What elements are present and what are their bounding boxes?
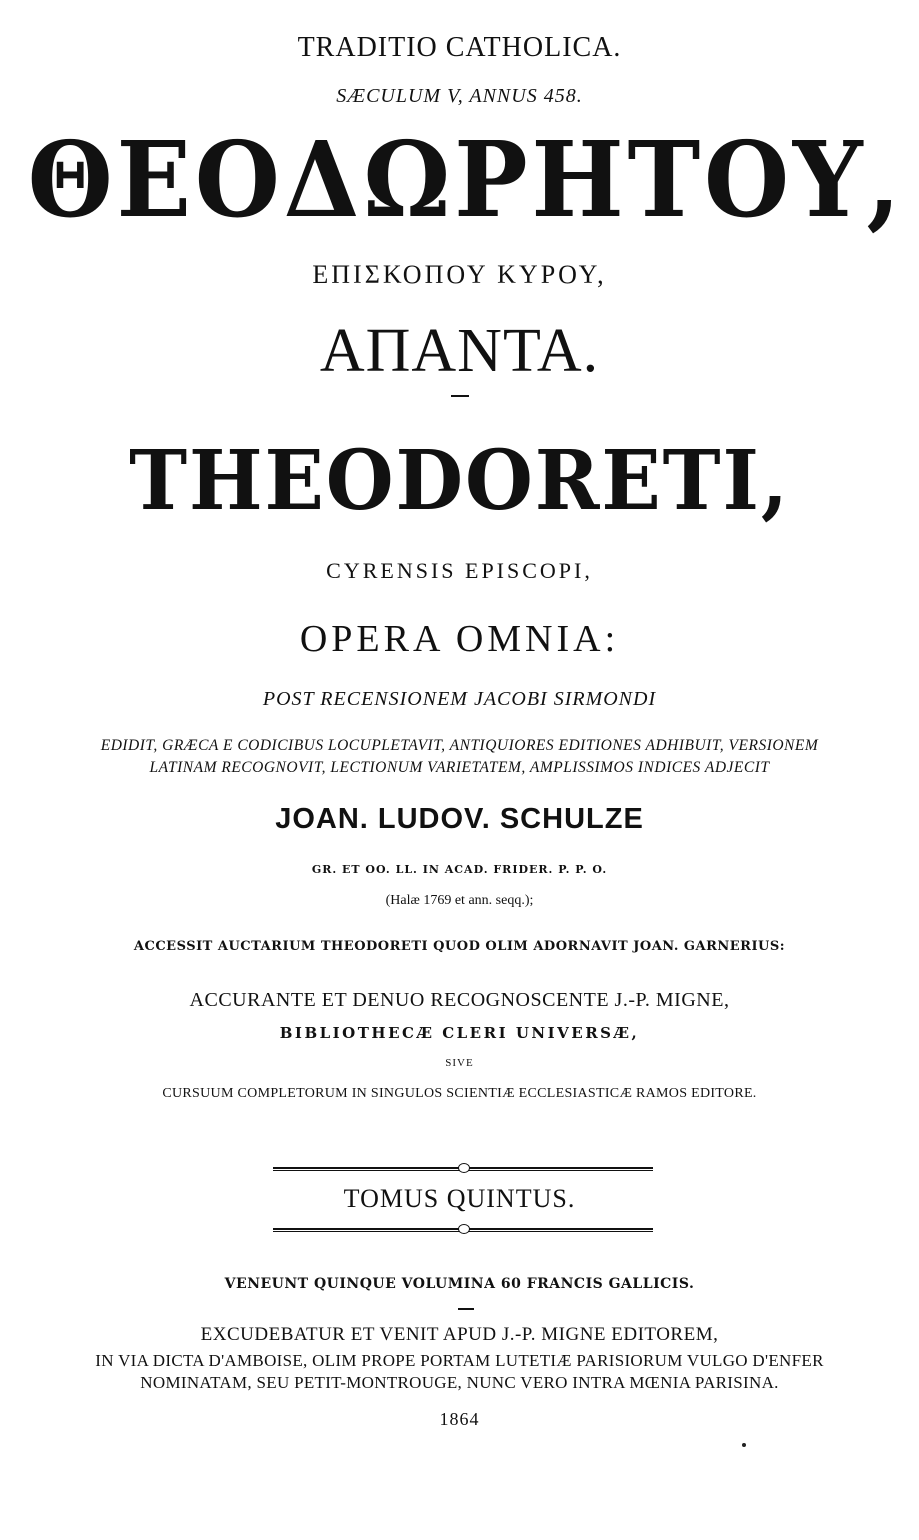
divider-dash	[458, 1308, 474, 1310]
series-heading: TRADITIO CATHOLICA.	[297, 32, 622, 63]
ornamental-rule-bottom	[273, 1227, 653, 1231]
editor-title: GR. ET OO. LL. IN ACAD. FRIDER. P. P. O.	[311, 863, 608, 876]
auctarium-line: ACCESSIT AUCTARIUM THEODORETI QUOD OLIM ADORNAVIT JOAN. GARNERIUS:	[133, 939, 786, 954]
greek-author-title: ΘΕΟΔΩΡΗΤΟΥ,	[27, 118, 905, 241]
address-line: NOMINATAM, SEU PETIT-MONTROUGE, NUNC VERO INTRA MŒNIA PARISINA.	[140, 1373, 779, 1392]
cursuum-line: CURSUUM COMPLETORUM IN SINGULOS SCIENTIÆ ECCLESIASTICÆ RAMOS EDITORE.	[162, 1086, 757, 1101]
century-year-line: SÆCULUM V, ANNUS 458.	[336, 85, 583, 107]
greek-works-title: ΑΠΑΝΤΑ.	[319, 317, 600, 385]
publication-year: 1864	[439, 1409, 480, 1429]
price-line: VENEUNT QUINQUE VOLUMINA 60 FRANCIS GALLICIS.	[224, 1276, 695, 1292]
divider-dash	[451, 395, 469, 397]
publisher-line: EXCUDEBATUR ET VENIT APUD J.-P. MIGNE EDITOREM,	[200, 1324, 719, 1345]
address-line: IN VIA DICTA D'AMBOISE, OLIM PROPE PORTAM LUTETIÆ PARISIORUM VULGO D'ENFER	[95, 1351, 824, 1370]
volume-label: TOMUS QUINTUS.	[343, 1184, 576, 1213]
editor-name: JOAN. LUDOV. SCHULZE	[275, 803, 644, 835]
ornamental-rule-top	[273, 1166, 653, 1170]
accurante-line: ACCURANTE ET DENUO RECOGNOSCENTE J.-P. MIGNE,	[189, 989, 730, 1011]
editor-place-date: (Halæ 1769 et ann. seqq.);	[385, 893, 534, 908]
sive-line: SIVE	[445, 1057, 474, 1069]
recension-line: POST RECENSIONEM JACOBI SIRMONDI	[262, 688, 657, 710]
ink-speck	[742, 1443, 746, 1447]
works-title: OPERA OMNIA:	[299, 618, 620, 660]
bibliotheca-line: BIBLIOTHECÆ CLERI UNIVERSÆ,	[279, 1024, 640, 1042]
edition-description-line: EDIDIT, GRÆCA E CODICIBUS LOCUPLETAVIT, ANTIQUIORES EDITIONES ADHIBUIT, VERSIONEM	[100, 737, 819, 754]
latin-subtitle: CYRENSIS EPISCOPI,	[326, 558, 593, 583]
greek-subtitle: ΕΠΙΣΚΟΠΟΥ ΚΥΡΟΥ,	[312, 260, 607, 289]
edition-description-line: LATINAM RECOGNOVIT, LECTIONUM VARIETATEM, AMPLISSIMOS INDICES ADJECIT	[149, 759, 770, 776]
latin-author-title: THEODORETI,	[129, 433, 790, 529]
